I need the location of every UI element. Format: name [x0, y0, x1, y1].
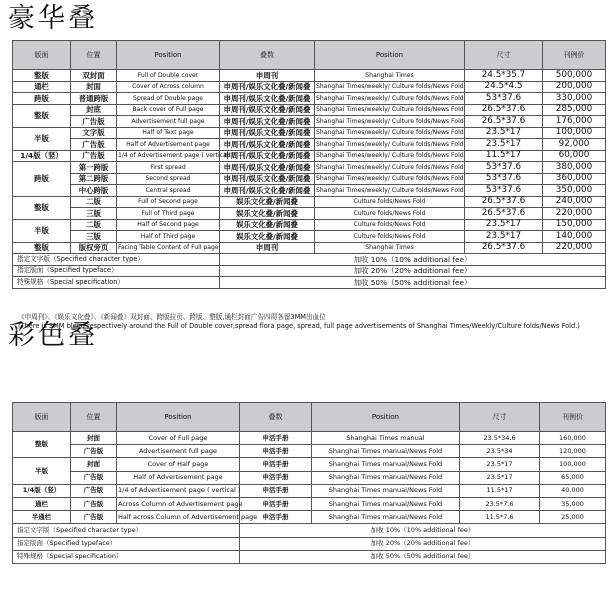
cell-price: 285,000 — [543, 104, 606, 116]
surcharge-label: 指定版面（Specified typeface） — [13, 537, 240, 550]
cell-position-2: Culture folds/News Fold — [315, 208, 465, 220]
header-stack: 叠数 — [220, 41, 315, 70]
cell-price: 60,000 — [543, 150, 606, 162]
cell-size: 23.5*34.6 — [460, 432, 540, 445]
cell-position: Central spread — [117, 185, 220, 197]
cell-stack: 申活手册 — [240, 458, 312, 471]
cell-position: Across Column of Advertisement page — [117, 497, 240, 510]
cell-stack: 申活手册 — [240, 432, 312, 445]
section-title-color: 彩色叠 — [8, 320, 98, 351]
cell-position: Facing Table Content of Full page — [117, 242, 220, 254]
cell-position-2: Shanghai Times — [315, 242, 465, 254]
cell-position-2: Shanghai Times/weekly/ Culture folds/News Fold — [315, 139, 465, 151]
cell-position-2: Shanghai Times/weekly/ Culture folds/News Fold — [315, 127, 465, 139]
cell-place: 中心跨版 — [71, 185, 117, 197]
cell-position-2: Shanghai Times manual/News Fold — [312, 497, 460, 510]
cell-size: 53*37.6 — [465, 93, 543, 105]
cell-size: 26.5*37.6 — [465, 196, 543, 208]
cell-position: First spread — [117, 162, 220, 174]
cell-position-2: Shanghai Times/weekly/ Culture folds/News Fold — [315, 150, 465, 162]
cell-position-2: Shanghai Times/weekly/ Culture folds/News Fold — [315, 104, 465, 116]
cell-position: Cover of Full page — [117, 432, 240, 445]
cell-position: Half of Second page — [117, 219, 220, 231]
cell-position-2: Shanghai Times manual — [312, 432, 460, 445]
table-row — [13, 471, 606, 484]
header-place: 位置 — [71, 41, 117, 70]
cell-size: 11.5*17 — [465, 150, 543, 162]
table-row — [13, 116, 606, 128]
cell-position-2: Shanghai Times manual/News Fold — [312, 445, 460, 458]
cell-stack: 申周刊/娱乐文化叠/新闻叠 — [220, 116, 315, 128]
bleed-note — [18, 313, 608, 331]
cell-place: 广告版 — [71, 484, 117, 497]
cell-position-2: Shanghai Times/weekly/ Culture folds/News Fold — [315, 116, 465, 128]
cell-layout: 1/4版（竖） — [13, 484, 71, 497]
cell-layout: 整版 — [13, 70, 71, 82]
cell-position-2: Culture folds/News Fold — [315, 231, 465, 243]
cell-place: 广告版 — [71, 150, 117, 162]
cell-stack: 娱乐文化叠/新闻叠 — [220, 219, 315, 231]
cell-size: 26.5*37.6 — [465, 116, 543, 128]
cell-position: Second spread — [117, 173, 220, 185]
header-position-2: Position — [315, 41, 465, 70]
header-stack: 叠数 — [240, 403, 312, 432]
cell-price: 120,000 — [540, 445, 606, 458]
color-price-table — [12, 402, 606, 564]
surcharge-row — [13, 277, 606, 289]
cell-position: Full of Second page — [117, 196, 220, 208]
cell-size: 23.5*17 — [465, 219, 543, 231]
surcharge-label: 指定文字版（Specified character type） — [13, 254, 220, 266]
cell-layout: 半版 — [13, 127, 71, 150]
cell-size: 24.5*35.7 — [465, 70, 543, 82]
cell-place: 二版 — [71, 219, 117, 231]
surcharge-row — [13, 254, 606, 266]
cell-place: 二版 — [71, 196, 117, 208]
cell-size: 23.5*17 — [460, 458, 540, 471]
cell-position: Cover of Half page — [117, 458, 240, 471]
cell-place: 封面 — [71, 81, 117, 93]
cell-size: 26.5*37.6 — [465, 242, 543, 254]
cell-price: 160,000 — [540, 432, 606, 445]
luxury-price-table — [12, 40, 606, 289]
cell-position-2: Culture folds/News Fold — [315, 219, 465, 231]
table-row — [13, 173, 606, 185]
cell-place: 第二跨版 — [71, 173, 117, 185]
cell-size: 23.5*7.6 — [460, 497, 540, 510]
cell-price: 35,000 — [540, 497, 606, 510]
table-header-row — [13, 41, 606, 70]
cell-price: 360,000 — [543, 173, 606, 185]
cell-price: 92,000 — [543, 139, 606, 151]
cell-stack: 申活手册 — [240, 484, 312, 497]
cell-price: 100,000 — [540, 458, 606, 471]
cell-stack: 申活手册 — [240, 497, 312, 510]
cell-price: 40,000 — [540, 484, 606, 497]
cell-place: 广告版 — [71, 511, 117, 524]
header-position-2: Position — [312, 403, 460, 432]
table-row — [13, 70, 606, 82]
table-row — [13, 484, 606, 497]
surcharge-value: 加收 50%（50% additional fee） — [240, 550, 606, 563]
cell-stack: 申周刊/娱乐文化叠/新闻叠 — [220, 150, 315, 162]
cell-place: 封面 — [71, 458, 117, 471]
cell-layout: 整版 — [13, 242, 71, 254]
cell-layout: 跨版 — [13, 93, 71, 105]
surcharge-value: 加收 10%（10% additional fee） — [220, 254, 606, 266]
cell-position: Half of Advertisement page — [117, 471, 240, 484]
cell-price: 220,000 — [543, 208, 606, 220]
cell-place: 文字版 — [71, 127, 117, 139]
surcharge-value: 加收 50%（50% additional fee） — [220, 277, 606, 289]
cell-size: 11.5*17 — [460, 484, 540, 497]
header-size: 尺寸 — [460, 403, 540, 432]
cell-stack: 申周刊/娱乐文化叠/新闻叠 — [220, 93, 315, 105]
header-layout: 版面 — [13, 403, 71, 432]
table-row — [13, 208, 606, 220]
cell-price: 176,000 — [543, 116, 606, 128]
cell-stack: 申活手册 — [240, 511, 312, 524]
cell-place: 三版 — [71, 208, 117, 220]
cell-position-2: Shanghai Times manual/News Fold — [312, 484, 460, 497]
table-row — [13, 93, 606, 105]
cell-stack: 申周刊/娱乐文化叠/新闻叠 — [220, 185, 315, 197]
table-row — [13, 219, 606, 231]
cell-place: 广告版 — [71, 139, 117, 151]
cell-layout: 半版 — [13, 458, 71, 484]
cell-layout: 通栏 — [13, 81, 71, 93]
table-row — [13, 458, 606, 471]
cell-position-2: Shanghai Times/weekly/ Culture folds/News Fold — [315, 162, 465, 174]
header-price: 刊例价 — [540, 403, 606, 432]
cell-place: 封面 — [71, 432, 117, 445]
cell-size: 23.5*17 — [465, 127, 543, 139]
cell-layout: 通栏 — [13, 497, 71, 510]
table-row — [13, 242, 606, 254]
header-place: 位置 — [71, 403, 117, 432]
cell-size: 26.5*37.6 — [465, 208, 543, 220]
cell-price: 380,000 — [543, 162, 606, 174]
cell-stack: 申周刊/娱乐文化叠/新闻叠 — [220, 139, 315, 151]
cell-size: 23.5*17 — [465, 231, 543, 243]
cell-size: 26.5*37.6 — [465, 104, 543, 116]
table-row — [13, 445, 606, 458]
cell-stack: 娱乐文化叠/新闻叠 — [220, 196, 315, 208]
cell-layout: 整版 — [13, 104, 71, 127]
surcharge-value: 加收 10%（10% additional fee） — [240, 524, 606, 537]
cell-position: Half across Column of Advertisement page — [117, 511, 240, 524]
cell-position-2: Shanghai Times manual/News Fold — [312, 511, 460, 524]
cell-place: 广告版 — [71, 497, 117, 510]
cell-price: 200,000 — [543, 81, 606, 93]
cell-position: 1/4 of Advertisement page ( vertical ) — [117, 484, 240, 497]
cell-stack: 申周刊/娱乐文化叠/新闻叠 — [220, 81, 315, 93]
cell-price: 140,000 — [543, 231, 606, 243]
cell-place: 广告版 — [71, 116, 117, 128]
cell-layout: 1/4版（竖） — [13, 150, 71, 162]
cell-layout: 跨版 — [13, 162, 71, 197]
cell-price: 100,000 — [543, 127, 606, 139]
cell-position-2: Shanghai Times/weekly/ Culture folds/News Fold — [315, 81, 465, 93]
cell-size: 24.5*4.5 — [465, 81, 543, 93]
cell-place: 广告版 — [71, 471, 117, 484]
bleed-note-en: (There is 3MM bleed respectively around the Full of Double cover,spread flora page, spread, full page advertisements of Shanghai Times/Weekly/Culture folds/News Fold.) — [18, 322, 580, 330]
cell-position: Half of Advertisement page — [117, 139, 220, 151]
cell-layout: 整版 — [13, 196, 71, 219]
cell-position: Half of Third page — [117, 231, 220, 243]
cell-stack: 申活手册 — [240, 445, 312, 458]
header-position: Position — [117, 403, 240, 432]
cell-price: 150,000 — [543, 219, 606, 231]
cell-price: 500,000 — [543, 70, 606, 82]
bleed-note-cn: 《申周刊》、《娱乐文化叠》、《新闻叠》双封面、跨版拉页、跨版、整版,通栏封面广告四周各留3MM出血位 — [18, 313, 326, 321]
table-row — [13, 185, 606, 197]
table-header-row — [13, 403, 606, 432]
cell-stack: 申周刊/娱乐文化叠/新闻叠 — [220, 173, 315, 185]
cell-price: 330,000 — [543, 93, 606, 105]
table-row — [13, 104, 606, 116]
table-row — [13, 432, 606, 445]
table-row — [13, 196, 606, 208]
cell-size: 23.5*17 — [460, 471, 540, 484]
cell-position: Spread of Double page — [117, 93, 220, 105]
surcharge-row — [13, 265, 606, 277]
cell-position-2: Shanghai Times/weekly/ Culture folds/News Fold — [315, 93, 465, 105]
surcharge-label: 指定文字版（Specified character type） — [13, 524, 240, 537]
cell-layout: 整版 — [13, 432, 71, 458]
cell-position-2: Shanghai Times/weekly/ Culture folds/News Fold — [315, 173, 465, 185]
cell-price: 220,000 — [543, 242, 606, 254]
cell-stack: 申周刊 — [220, 70, 315, 82]
cell-position: Back cover of Full page — [117, 104, 220, 116]
cell-price: 65,000 — [540, 471, 606, 484]
cell-layout: 半版 — [13, 219, 71, 242]
cell-stack: 娱乐文化叠/新闻叠 — [220, 231, 315, 243]
cell-size: 11.5*7.6 — [460, 511, 540, 524]
cell-place: 普通跨版 — [71, 93, 117, 105]
table-row — [13, 81, 606, 93]
cell-position: Advertisement full page — [117, 445, 240, 458]
cell-place: 版权旁页 — [71, 242, 117, 254]
table-row — [13, 127, 606, 139]
cell-position: 1/4 of Advertisement page ( vertical ) — [117, 150, 220, 162]
cell-position-2: Shanghai Times manual/News Fold — [312, 471, 460, 484]
cell-place: 封底 — [71, 104, 117, 116]
table-row — [13, 497, 606, 510]
cell-size: 53*37.6 — [465, 162, 543, 174]
cell-size: 53*37.6 — [465, 173, 543, 185]
cell-position: Advertisement full page — [117, 116, 220, 128]
cell-place: 第一跨版 — [71, 162, 117, 174]
cell-position-2: Shanghai Times — [315, 70, 465, 82]
surcharge-row — [13, 550, 606, 563]
surcharge-label: 指定版面（Specified typeface） — [13, 265, 220, 277]
cell-position-2: Shanghai Times manual/News Fold — [312, 458, 460, 471]
cell-stack: 申周刊/娱乐文化叠/新闻叠 — [220, 127, 315, 139]
cell-place: 双封面 — [71, 70, 117, 82]
cell-position: Half of Text page — [117, 127, 220, 139]
surcharge-value: 加收 20%（20% additional fee） — [220, 265, 606, 277]
table-row — [13, 231, 606, 243]
surcharge-row — [13, 524, 606, 537]
cell-position: Full of Double cover — [117, 70, 220, 82]
cell-size: 23.5*17 — [465, 139, 543, 151]
header-size: 尺寸 — [465, 41, 543, 70]
cell-price: 25,000 — [540, 511, 606, 524]
cell-place: 三版 — [71, 231, 117, 243]
cell-position: Full of Third page — [117, 208, 220, 220]
cell-stack: 申活手册 — [240, 471, 312, 484]
surcharge-row — [13, 537, 606, 550]
table-row — [13, 150, 606, 162]
cell-position: Cover of Across column — [117, 81, 220, 93]
cell-position-2: Shanghai Times/weekly/ Culture folds/News Fold — [315, 185, 465, 197]
surcharge-label: 特殊规格（Special specification） — [13, 550, 240, 563]
header-position: Position — [117, 41, 220, 70]
cell-place: 广告版 — [71, 445, 117, 458]
section-title-luxury: 豪华叠 — [8, 3, 98, 34]
cell-size: 53*37.6 — [465, 185, 543, 197]
cell-price: 240,000 — [543, 196, 606, 208]
cell-stack: 娱乐文化叠/新闻叠 — [220, 208, 315, 220]
cell-price: 350,000 — [543, 185, 606, 197]
table-row — [13, 162, 606, 174]
header-layout: 版面 — [13, 41, 71, 70]
cell-layout: 半通栏 — [13, 511, 71, 524]
table-row — [13, 139, 606, 151]
table-row — [13, 511, 606, 524]
cell-size: 23.5*34 — [460, 445, 540, 458]
cell-stack: 申周刊/娱乐文化叠/新闻叠 — [220, 162, 315, 174]
header-price: 刊例价 — [543, 41, 606, 70]
cell-stack: 申周刊/娱乐文化叠/新闻叠 — [220, 104, 315, 116]
surcharge-label: 特殊规格（Special specification） — [13, 277, 220, 289]
cell-position-2: Culture folds/News Fold — [315, 196, 465, 208]
surcharge-value: 加收 20%（20% additional fee） — [240, 537, 606, 550]
cell-stack: 申周刊 — [220, 242, 315, 254]
